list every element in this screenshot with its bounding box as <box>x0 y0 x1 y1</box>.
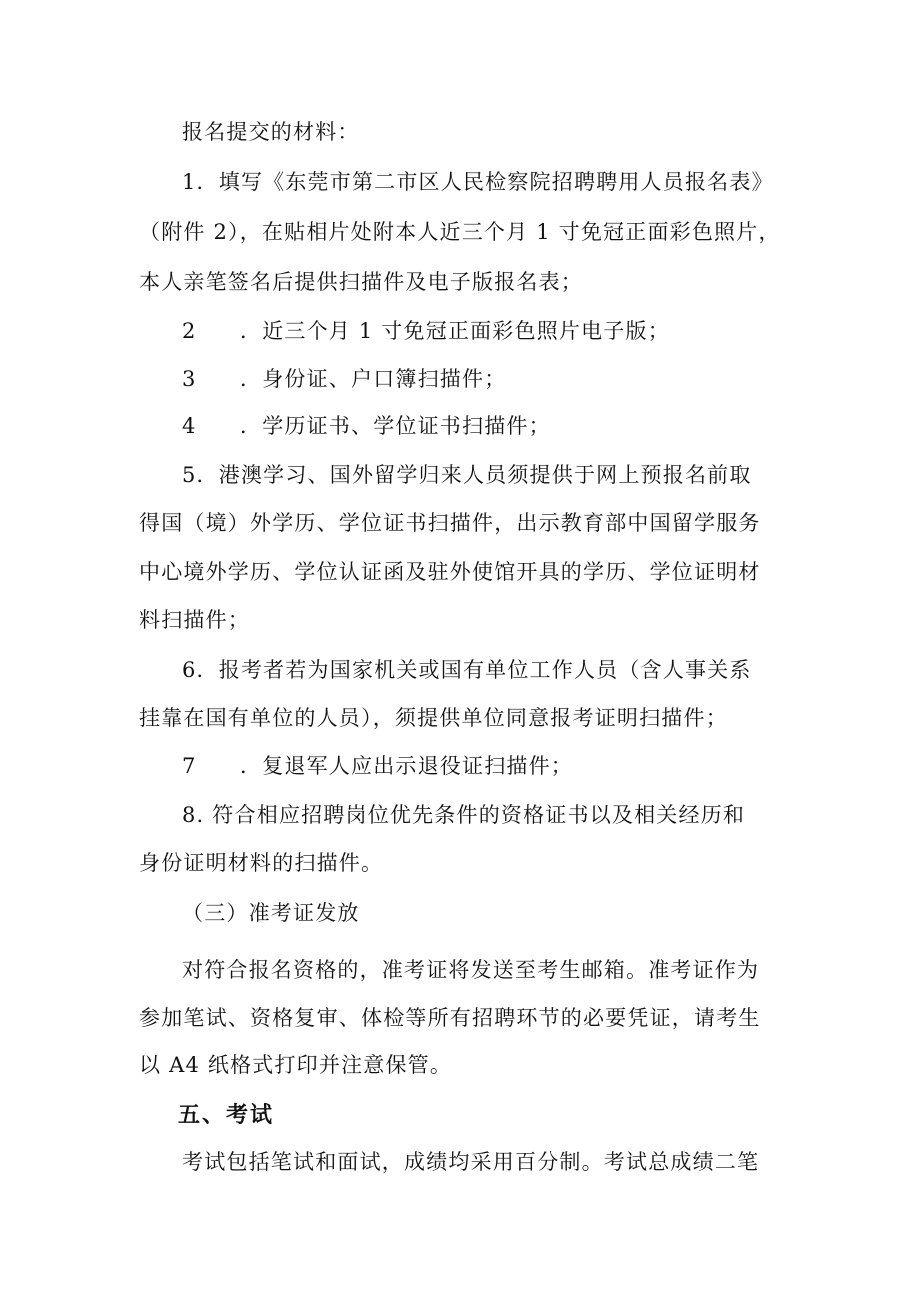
intro-line: 报名提交的材料： <box>182 120 360 144</box>
item5-line3: 中心境外学历、学位认证函及驻外使馆开具的学历、学位证明材 <box>139 560 761 584</box>
item7-text: ．复退军人应出示退役证扫描件； <box>240 754 573 778</box>
admission-line3: 以 A4 纸格式打印并注意保管。 <box>139 1053 453 1077</box>
subheading-admission-ticket: （三）准考证发放 <box>182 901 360 925</box>
admission-line1: 对符合报名资格的，准考证将发送至考生邮箱。准考证作为 <box>182 958 760 982</box>
item8-line2: 身份证明材料的扫描件。 <box>139 851 384 875</box>
item1-line2: （附件 2），在贴相片处附本人近三个月 1 寸免冠正面彩色照片， <box>139 220 781 244</box>
item8-line1: 8. 符合相应招聘岗位优先条件的资格证书以及相关经历和 <box>182 803 746 827</box>
section-heading-exam: 五、考试 <box>178 1102 275 1128</box>
exam-line1: 考试包括笔试和面试，成绩均采用百分制。考试总成绩二笔 <box>182 1150 760 1174</box>
item5-line1: 5．港澳学习、国外留学归来人员须提供于网上预报名前取 <box>182 463 752 487</box>
item2-number: 2 <box>182 319 197 343</box>
item1-line1: 1．填写《东莞市第二市区人民检察院招聘聘用人员报名表》 <box>182 170 774 194</box>
item2-text: ．近三个月 1 寸免冠正面彩色照片电子版； <box>240 319 670 343</box>
item5-line2: 得国（境）外学历、学位证书扫描件，出示教育部中国留学服务 <box>139 511 761 535</box>
item3-text: ．身份证、户口簿扫描件； <box>240 367 507 391</box>
item7-number: 7 <box>182 754 197 778</box>
item1-line3: 本人亲笔签名后提供扫描件及电子版报名表； <box>139 270 583 294</box>
item4-text: ．学历证书、学位证书扫描件； <box>240 414 551 438</box>
item6-line1: 6．报考者若为国家机关或国有单位工作人员（含人事关系 <box>182 658 752 682</box>
admission-line2: 参加笔试、资格复审、体检等所有招聘环节的必要凭证，请考生 <box>139 1006 761 1030</box>
item5-line4: 料扫描件； <box>139 608 250 632</box>
item4-number: 4 <box>182 414 197 438</box>
item6-line2: 挂靠在国有单位的人员），须提供单位同意报考证明扫描件； <box>139 706 728 730</box>
item3-number: 3 <box>182 367 197 391</box>
